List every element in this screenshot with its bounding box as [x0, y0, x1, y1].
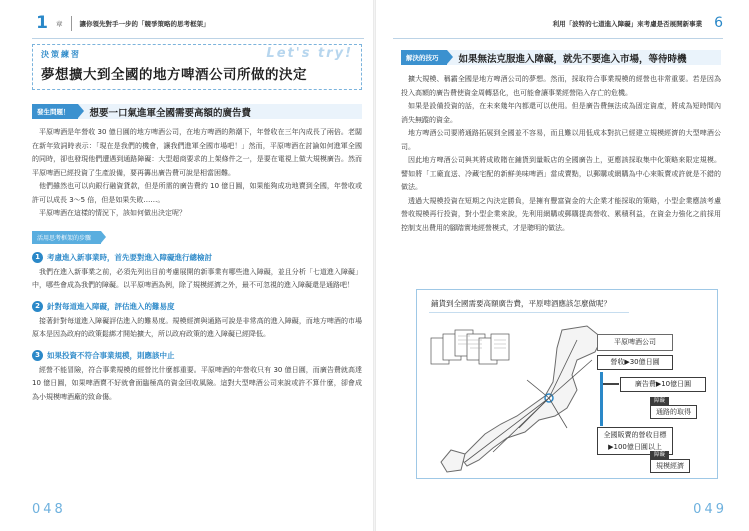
- figure-question: 鋪貨到全國需要高額廣告費，平原啤酒應該怎麼做呢？: [431, 299, 611, 308]
- problem-paragraph: 平原啤酒是年營收 30 億日圓的地方啤酒公司，在地方啤酒的熱潮下，年營收在三年內成長了兩倍。老闆在新年致詞時表示：「現在是我們的機會，讓我們進軍全國市場吧！」然而，平原啤酒在討論如何進軍全國的同時，卻也發現他們遭遇到通路障礙：大型超商要求的上架條件之一，是要在電視上做大規模廣告。然而平原啤酒已經投資了生產設備，要再籌出廣告費可說是相當困難。: [32, 128, 362, 177]
- right-running-title: 利用「波特的七道進入障礙」來考慮是否展開新事業: [552, 19, 703, 28]
- right-page-number: 049: [693, 502, 727, 517]
- step-item: [32, 301, 362, 342]
- solution-paragraph: 擴大規模、稱霸全國是地方啤酒公司的夢想。然而，採取符合事業規模的經營也非常重要。若是因為投入高額的廣告費使資金周轉惡化，也可能會讓事業經營陷入存亡的危機。: [401, 75, 721, 97]
- revenue-box: 營收▶30億日圓: [597, 355, 673, 370]
- ad-documents: [431, 330, 509, 364]
- step-number: 3: [32, 350, 43, 361]
- lets-try-watermark: Let's try!: [266, 46, 353, 61]
- growth-arrow: [600, 372, 603, 426]
- problem-title: 想要一口氣進軍全國需要高額的廣告費: [89, 107, 252, 119]
- left-header: [32, 10, 364, 36]
- problem-section-header: [32, 104, 362, 119]
- problem-tag: 發生問題！: [32, 104, 78, 119]
- problem-paragraph: 他們雖然也可以向銀行融資貸款，但是所需的廣告費約 10 億日圓，如果能夠成功地賣到全國，年營收或許可以成長 3～5 倍，但是如果失敗……。: [32, 182, 362, 204]
- header-rule: [32, 38, 364, 39]
- solution-title: 如果無法克服進入障礙，就先不要進入市場，等待時機: [458, 53, 687, 65]
- exercise-heading: 夢想擴大到全國的地方啤酒公司所做的決定: [41, 67, 307, 83]
- chapter-label: 章: [56, 19, 63, 28]
- right-page: [375, 0, 749, 531]
- step-item: [32, 350, 362, 405]
- right-header: [393, 10, 723, 36]
- map-island: [441, 450, 465, 472]
- solution-paragraph: 因此地方啤酒公司與其將成敗賭在鋪貨到量販店的全國廣告上，更應該採取集中化策略來限定規模。譬如將「工廠直送、冷藏宅配的新鮮美味啤酒」當成賣點，以郵購或網購為中心來販賣或許就是不錯的做法。: [401, 156, 721, 191]
- problem-paragraph: 平原啤酒在這樣的情況下，該如何做出決定呢？: [39, 209, 186, 217]
- ad-arrow: [603, 383, 619, 385]
- step-title: 針對每道進入障礙，評估進入的難易度: [47, 301, 175, 311]
- header-rule: [393, 38, 723, 39]
- company-box: 平原啤酒公司: [597, 334, 673, 351]
- exercise-title-box: [32, 44, 362, 90]
- left-running-title: 讓你領先對手一步的「競爭策略的思考框架」: [79, 19, 210, 28]
- step-title: 如果投資不符合事業規模，則應該中止: [47, 350, 175, 360]
- goal-value: ▶100億日圓以上: [608, 443, 662, 451]
- step-body: 經營不能冒險，符合事業規模的經營比什麼都重要。平原啤酒的年營收只有 30 億日圓，而廣告費就高達 10 億日圓，如果啤酒賣不好就會面臨極高的資金回收風險。這對大型啤酒公司來說或許不算什麼，卻會成為小規模啤酒廠的致命傷。: [32, 365, 362, 401]
- right-column: [401, 50, 721, 235]
- step-title: 考慮進入新事業時，首先要對進入障礙進行總檢討: [47, 252, 212, 262]
- step-number: 2: [32, 301, 43, 312]
- illustration-figure: [416, 289, 718, 479]
- section-number: 6: [714, 15, 723, 31]
- goal-label: 全國販賣的營收目標: [603, 431, 667, 439]
- left-page: [0, 0, 374, 531]
- obstacle-channel: 通路的取得: [650, 405, 697, 419]
- solution-paragraph: 如果是設備投資的話，在未來幾年內都還可以使用。但是廣告費無法成為固定資產，將成為短時間內消失無蹤的資金。: [401, 102, 721, 124]
- step-body: 接著針對每道進入障礙評估進入的難易度。規模經濟與通路可說是非常高的進入障礙，而地方啤酒的市場原本是因為政府的政策鬆綁才開始擴大，所以政府政策的進入障礙已經降低。: [32, 316, 362, 338]
- chapter-number: 1: [36, 13, 48, 33]
- obstacle-tag: 障礙: [650, 451, 669, 459]
- steps-tag: 活用思考框架的步驟: [32, 231, 101, 244]
- obstacle-tag: 障礙: [650, 397, 669, 405]
- step-number: 1: [32, 252, 43, 263]
- solution-paragraph: 地方啤酒公司要將通路拓展到全國並不容易，而且難以用低成本對抗已經建立規模經濟的大型啤酒公司。: [401, 129, 721, 151]
- solution-tag: 解決的技巧: [401, 50, 447, 65]
- step-body: 我們在進入新事業之前，必須先列出目前考慮展開的新事業有哪些進入障礙，並且分析「七道進入障礙」中，哪些會成為我們的障礙。以平原啤酒為例，除了規模經濟之外，最不可忽視的進入障礙還是通路吧！: [32, 267, 362, 289]
- figure-divider: [429, 312, 629, 313]
- header-divider: [71, 16, 72, 31]
- left-column: [32, 44, 362, 404]
- solution-section-header: [401, 50, 721, 65]
- exercise-label: 決策練習: [41, 50, 81, 59]
- obstacle-scale: 規模經濟: [650, 459, 690, 473]
- ad-cost-box: 廣告費▶10億日圓: [620, 377, 706, 392]
- solution-paragraph: 透過大規模投資在短期之內決定勝負，是擁有豐富資金的大企業才能採取的策略，小型企業應該考慮營收規模再行投資，對小型企業來說，先利用網購或郵購提高營收、累積利益，在資金力強化之前採用控制支出費用的腳踏實地經營模式，才是聰明的做法。: [401, 196, 721, 232]
- left-page-number: 048: [32, 502, 66, 517]
- step-item: [32, 252, 362, 293]
